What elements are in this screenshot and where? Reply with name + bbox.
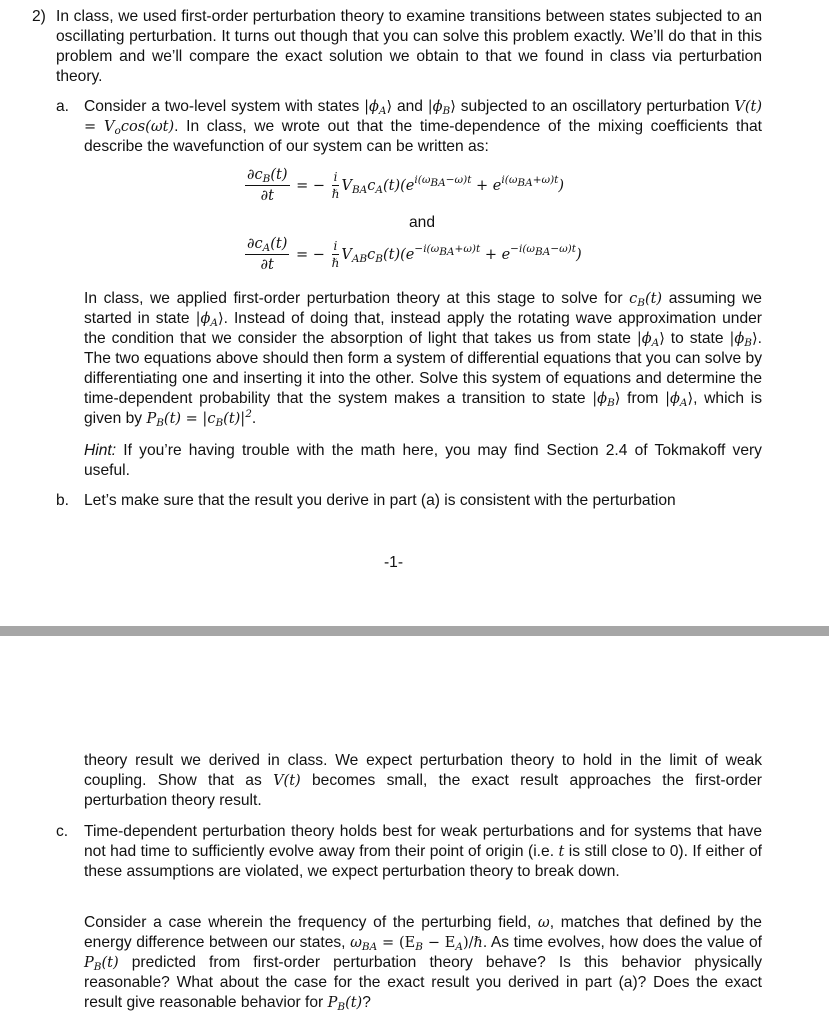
page-separator bbox=[0, 626, 829, 636]
part-a-text: Consider a two-level system with states $|\phi_A⟩$ and $|\phi_B⟩$ subjected to an oscillatory perturbation $V(t) = V_o\cos(\omega t)$. In class, we wrote out that the time-dependence of the mixing coefficients that describe the wavefunction of our system can be written as: bbox=[84, 98, 763, 155]
part-c-question: Consider a case wherein the frequency of the perturbing field, ω, matches that defined by the energy difference between our states, $\omega_{BA} = (E_B$ − $E_A)/\hbar$. As time evolves, how does the value of $P_B(t)$ predicted from first-order perturbation theory behave? Is this behavior physically reasonable? What about the case for the exact result you derived in part (a)? Does the exact result give reasonable behavior for $P_B(t)$? bbox=[84, 914, 762, 1013]
problem-number: 2) bbox=[32, 8, 46, 25]
part-b-text-continued: theory result we derived in class. We expect perturbation theory to hold in the limit of weak coupling. Show that as V(t) becomes small, the exact result approaches the first-order perturbation theory result. bbox=[84, 752, 762, 809]
part-b-label: b. bbox=[56, 492, 70, 509]
part-a-instructions: In class, we applied first-order perturbation theory at this stage to solve for $c_B(t)$ assuming we started in state $|\phi_A⟩$. Instead of doing that, instead apply the rotating wave approximation under the condition that we consider the absorption of light that takes us from state $|\phi_A⟩$ to state $|\phi_B⟩$. The two equations above should then form a system of differential equations that you can solve by differentiating one and inserting it into the other. Solve this system of equations and determine the time-dependent probability that the system makes a transition to state $|\phi_B⟩$ from $|\phi_A⟩$, which is given by $P_B(t) = |c_B(t)|^2$. bbox=[84, 290, 762, 429]
part-b-text-line1: Let’s make sure that the result you derive in part (a) is consistent with the perturbation bbox=[84, 492, 676, 509]
page-number: -1- bbox=[383, 554, 404, 571]
problem-intro: In class, we used first-order perturbation theory to examine transitions between states subjected to an oscillating perturbation. It turns out though that you can solve this problem exactly. We’ll do that in this problem and we’ll compare the exact solution we obtain to that we found in class via perturbation theory. bbox=[56, 8, 762, 85]
ket-phi-a: $|\phi_A⟩$ bbox=[364, 99, 393, 117]
page-2 bbox=[0, 636, 829, 1024]
fraction-i-over-hbar: $\frac{i}{\text{ℏ}}$ bbox=[331, 239, 340, 270]
fraction-dca-dt: $\frac{\partial c_A(t)}{\partial t}$ bbox=[247, 236, 288, 273]
hint: Hint: If you’re having trouble with the math here, you may find Section 2.4 of Tokmakoff very useful. bbox=[84, 442, 762, 479]
part-c-label: c. bbox=[56, 823, 69, 840]
equation-and: and bbox=[409, 214, 436, 231]
hint-label: Hint: bbox=[84, 442, 117, 459]
equation-dca-dt: $\frac{\partial c_A(t)}{\partial t}$ = − $\frac{i}{\text{ℏ}}$ $V_{AB}c_B(t)(e^{-i(\omega_{BA}+\omega)t} + e^{-i(\omega_{BA}-\omega)t})$ bbox=[247, 236, 582, 273]
part-a-label: a. bbox=[56, 98, 70, 115]
ket-phi-b: $|\phi_B⟩$ bbox=[427, 99, 456, 117]
equation-dcb-dt: $\frac{\partial c_B(t)}{\partial t}$ = − $\frac{i}{\text{ℏ}}$ $V_{BA}c_A(t)(e^{i(\omega_{BA}-\omega)t} + e^{i(\omega_{BA}+\omega)t})$ bbox=[247, 167, 565, 204]
fraction-i-over-hbar: $\frac{i}{\text{ℏ}}$ bbox=[331, 170, 340, 201]
part-c-text: Time-dependent perturbation theory holds best for weak perturbations and for systems that have not had time to sufficiently evolve away from their point of origin (i.e. t is still close to 0). If either of these assumptions are violated, we expect perturbation theory to break down. bbox=[84, 823, 762, 880]
fraction-dcb-dt: $\frac{\partial c_B(t)}{\partial t}$ bbox=[247, 167, 288, 204]
perturbation-def: $V(t) = V_o\cos(\omega t)$ bbox=[84, 99, 762, 137]
